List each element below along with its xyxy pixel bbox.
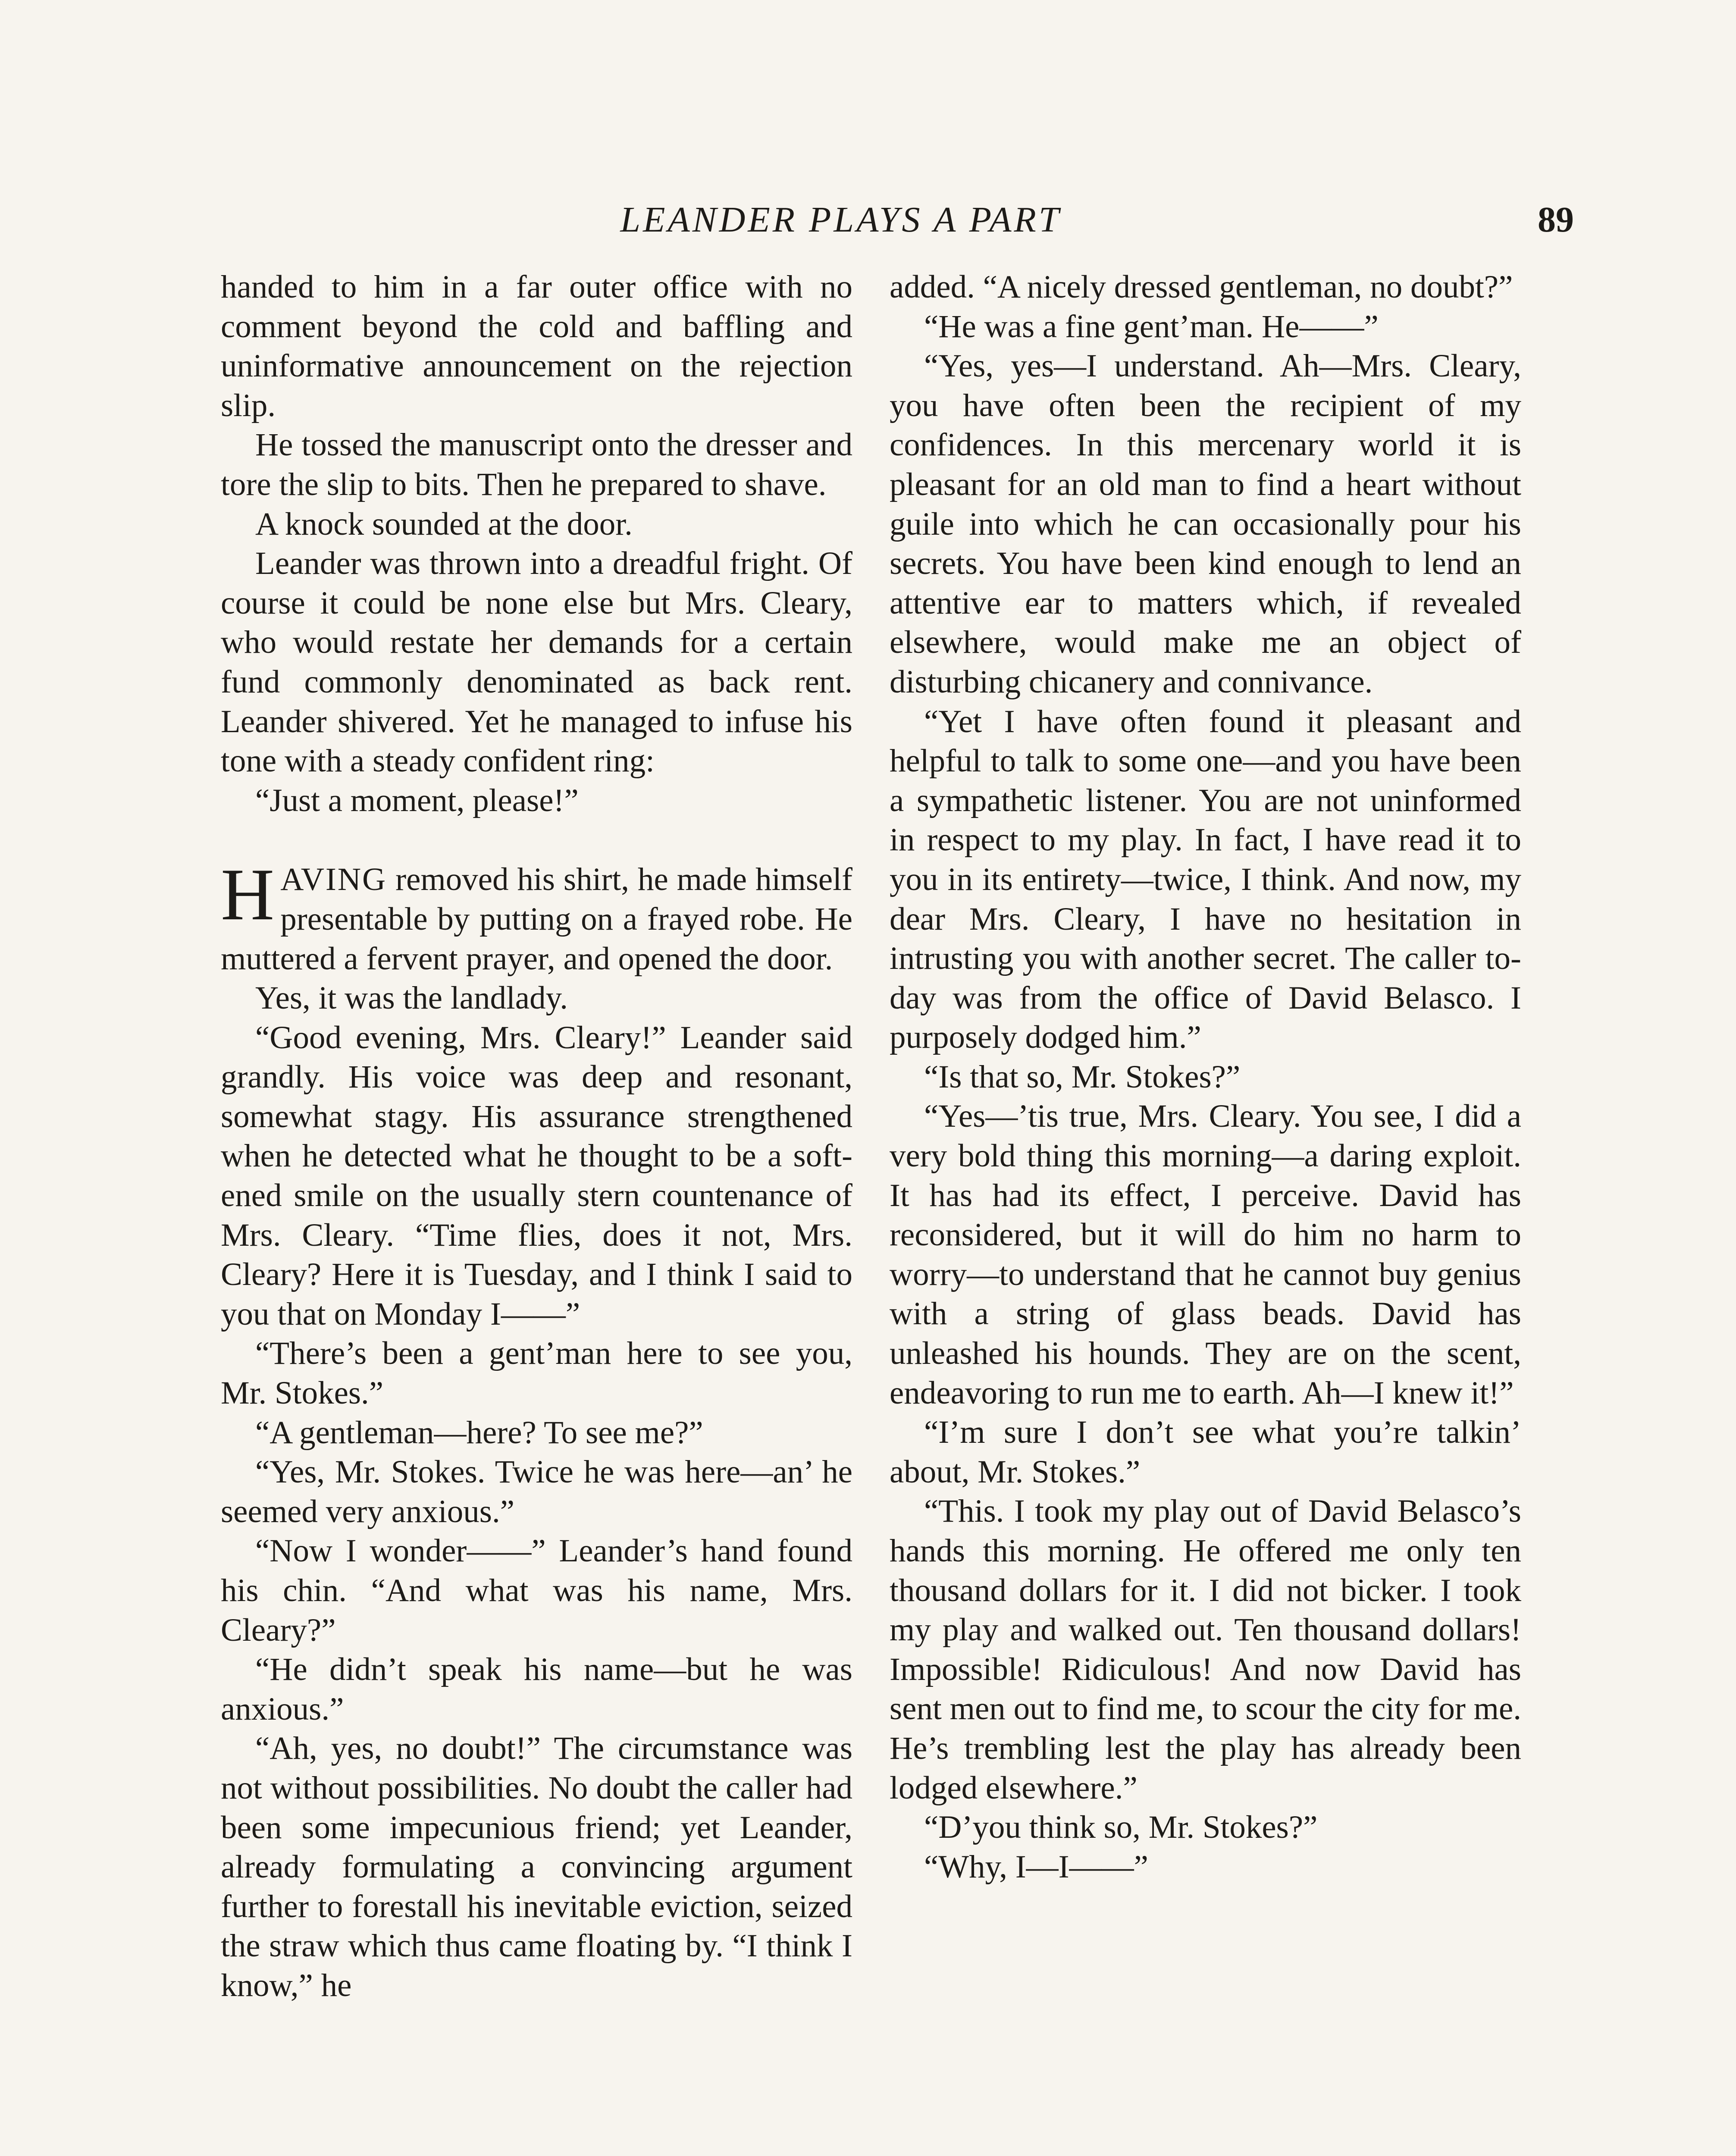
paragraph: “Ah, yes, no doubt!” The circumstance was not without possibilities. No doubt the caller had been some impecunious friend; yet Leander, already formulating a convincing argument further to forestall his inevitable eviction, seized the straw which thus came floating by. “I think I know,” he [221,1730,852,2003]
running-title: LEANDER PLAYS A PART [620,200,1062,240]
paragraph: Leander was thrown into a dreadful fright. Of course it could be none else but Mrs. Cleary, who would restate her demands for a certain fund commonly denominated as back rent. Leander shivered. Yet he managed to infuse his tone with a steady confident ring: [221,545,852,779]
paragraph: “Why, I—I——” [924,1849,1148,1885]
paragraph: “Is that so, Mr. Stokes?” [924,1059,1241,1095]
paragraph: A knock sounded at the door. [255,506,633,542]
paragraph: “He didn’t speak his name—but he was anxious.” [221,1651,852,1727]
paragraph: He tossed the manuscript onto the dresser and tore the slip to bits. Then he prepared to shave. [221,427,852,502]
paragraph: “Yes, yes—I understand. Ah—Mrs. Cleary, you have often been the recipient of my confidences. In this mercenary world it is pleasant for an old man to find a heart without guile into which he can occasionally pour his secrets. You have been kind enough to lend an attentive ear to matters which, if revealed elsewhere, would make me an object of disturbing chicanery and connivance. [890,348,1521,700]
right-column [890,267,1521,1887]
paragraph: “A gentleman—here? To see me?” [255,1414,703,1451]
paragraph: “Yet I have often found it pleasant and helpful to talk to some one—and you have been a sympathetic listener. You are not uninformed in respect to my play. In fact, I have read it to you in its entirety—twice, I think. And now, my dear Mrs. Cleary, I have no hesitation in intrusting you with another secret. The caller to-day was from the office of David Belasco. I purposely dodged him.” [890,703,1521,1056]
paragraph: “Yes, Mr. Stokes. Twice he was here—an’ he seemed very anxious.” [221,1454,852,1529]
page-number: 89 [1538,200,1574,240]
drop-cap: H [221,854,275,936]
paragraph: “This. I took my play out of David Belasco’s hands this morning. He offered me only ten thousand dollars for it. I did not bicker. I took my play and walked out. Ten thousand dollars! Impossible! Ridiculous! And now David has sent men out to find me, to scour the city for me. He’s trembling lest the play has already been lodged elsewhere.” [890,1493,1521,1806]
small-caps-lead: AVING [280,862,387,898]
paragraph: “Just a moment, please!” [255,782,579,818]
section-opening-text: removed his shirt, he made himself presentable by putting on a frayed robe. He muttered a fervent prayer, and opened the door. [221,862,852,977]
paragraph: “There’s been a gent’man here to see you, Mr. Stokes.” [221,1335,852,1411]
paragraph: “He was a fine gent’man. He——” [924,308,1379,345]
section-opening-paragraph [221,854,852,978]
paragraph: added. “A nicely dressed gentleman, no doubt?” [890,269,1513,305]
left-column [221,267,852,2006]
running-header [0,196,1736,244]
section-break [221,820,852,860]
paragraph: Yes, it was the landlady. [255,980,568,1016]
paragraph: “Now I wonder——” Leander’s hand found his chin. “And what was his name, Mrs. Cleary?” [221,1533,852,1648]
paragraph: “Yes—’tis true, Mrs. Cleary. You see, I did a very bold thing this morning—a daring exploit. It has had its effect, I perceive. David has reconsidered, but it will do him no harm to worry—to understand that he cannot buy genius with a string of glass beads. David has unleashed his hounds. They are on the scent, endeavoring to run me to earth. Ah—I knew it!” [890,1098,1521,1411]
paragraph: handed to him in a far outer office with no comment beyond the cold and baffling and uninformative announcement on the rejection slip. [221,269,852,423]
paragraph: “D’you think so, Mr. Stokes?” [924,1809,1318,1846]
paragraph: “I’m sure I don’t see what you’re talkin’ about, Mr. Stokes.” [890,1414,1521,1490]
paragraph: “Good evening, Mrs. Cleary!” Leander said grandly. His voice was deep and resonant, somewhat stagy. His assurance strengthened when he detected what he thought to be a softened smile on the usually stern countenance of Mrs. Cleary. “Time flies, does it not, Mrs. Cleary? Here it is Tuesday, and I think I said to you that on Monday I——” [221,1019,852,1332]
